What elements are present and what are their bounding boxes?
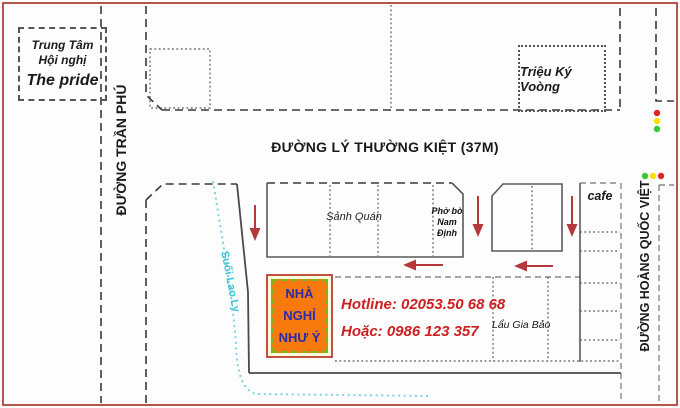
convention-line2: Hội nghị bbox=[38, 53, 87, 67]
street-label-ly-thuong-kiet: ĐƯỜNG LÝ THƯỜNG KIỆT (37M) bbox=[271, 139, 499, 155]
hotel-line1: NHÀ bbox=[285, 286, 314, 301]
traffic-light-yellow-icon bbox=[654, 118, 660, 124]
arrow-left-2-head bbox=[514, 261, 527, 272]
road-hqv-upper-edge bbox=[656, 8, 674, 101]
hotel-sign bbox=[271, 279, 328, 353]
hotel-line2: NGHỈ bbox=[283, 308, 316, 323]
landmark-lau-gia-bao: Lẩu Gia Bảo bbox=[492, 319, 551, 331]
arrow-down-1-head bbox=[250, 228, 261, 241]
road-tranphu-right-edge-upper bbox=[146, 6, 162, 110]
trieu-ky-voong-label: Triệu Ký Voòng bbox=[520, 63, 572, 94]
convention-line1: Trung Tâm bbox=[31, 38, 94, 52]
convention-name: The pride bbox=[26, 72, 99, 89]
block-left-top-edge bbox=[146, 184, 237, 200]
block-mid-outline bbox=[492, 184, 562, 251]
hotel-line3: NHƯ Ý bbox=[278, 330, 321, 345]
contact-info bbox=[341, 291, 505, 345]
pho-bo-line1: Phở bò bbox=[431, 206, 463, 216]
block-top-small-parcel bbox=[150, 49, 210, 108]
landmark-sanh-quan: Sảnh Quán bbox=[326, 211, 382, 223]
traffic-light-red-icon bbox=[654, 110, 660, 116]
street-label-tran-phu: ĐƯỜNG TRẦN PHÚ bbox=[113, 84, 129, 216]
traffic-light-vertical bbox=[654, 110, 660, 132]
traffic-light-yellow-icon bbox=[650, 173, 656, 179]
arrow-left-1-head bbox=[403, 260, 416, 271]
traffic-light-red-icon bbox=[658, 173, 664, 179]
landmark-cafe: cafe bbox=[587, 189, 613, 203]
street-label-hoang-quoc-viet: ĐƯỜNG HOÀNG QUỐC VIỆT bbox=[638, 180, 652, 352]
pho-bo-line2: Nam Định bbox=[437, 217, 457, 238]
hotel-nha-nghi-nhu-y bbox=[266, 274, 333, 358]
landmark-convention-center bbox=[18, 27, 107, 101]
curb-diagonal bbox=[237, 184, 249, 373]
traffic-light-green-icon bbox=[642, 173, 648, 179]
arrow-down-2-head bbox=[473, 224, 484, 237]
alternative-number: Hoặc: 0986 123 357 bbox=[341, 323, 479, 340]
traffic-light-green-icon bbox=[654, 126, 660, 132]
landmark-pho-bo bbox=[428, 206, 466, 239]
traffic-light-horizontal bbox=[642, 173, 664, 179]
stream-label-suoi-lao-ly: Suối Lao Ly bbox=[218, 250, 242, 314]
landmark-trieu-ky-voong bbox=[518, 45, 606, 112]
arrow-down-3-head bbox=[567, 224, 578, 237]
hotline-number: Hotline: 02053.50 68 68 bbox=[341, 296, 506, 313]
